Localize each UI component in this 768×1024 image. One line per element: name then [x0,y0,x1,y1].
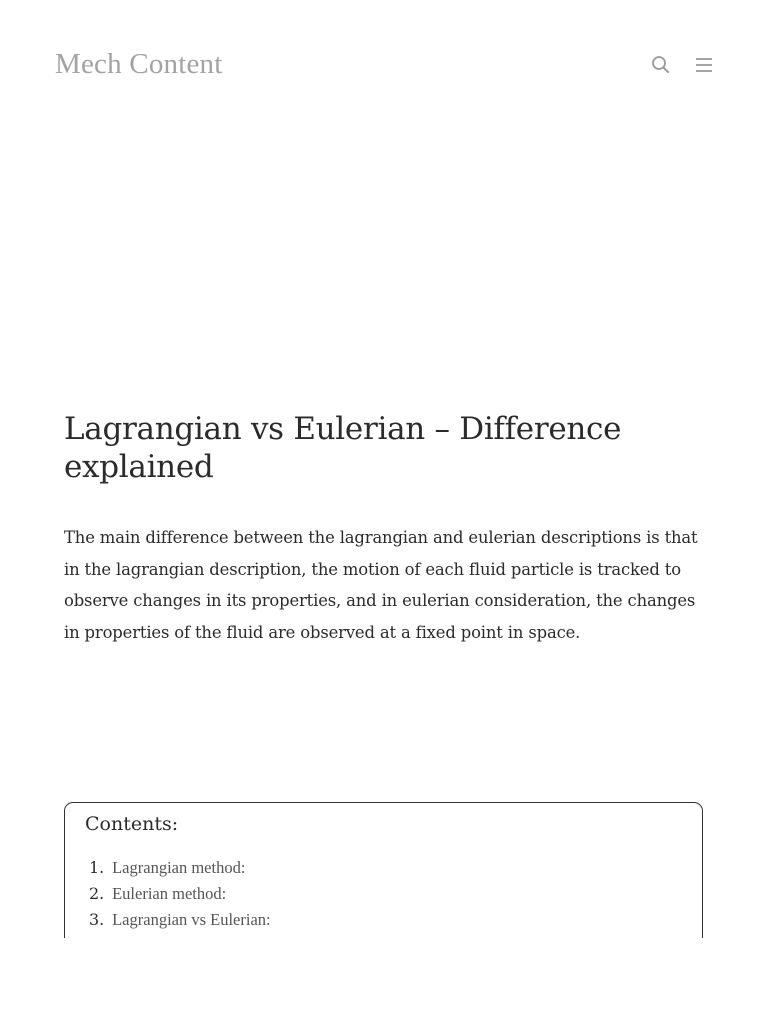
toc-item-number: 3. [89,910,105,929]
toc-item [89,881,271,907]
toc-link-lagrangian-method[interactable]: Lagrangian method: [112,858,246,877]
toc-link-lagrangian-vs-eulerian[interactable]: Lagrangian vs Eulerian: [112,910,271,929]
toc-item [89,907,271,933]
menu-icon[interactable] [693,54,715,76]
search-icon[interactable] [650,54,672,76]
toc-list [89,855,271,933]
article-title: Lagrangian vs Eulerian – Difference explained [64,411,622,485]
article-intro: The main difference between the lagrangian and eulerian descriptions is that in the lagrangian description, the motion of each fluid particle is tracked to observe changes in its properties, and in eulerian consideration, the changes in properties of the fluid are observed at a fixed point in space. [64,528,698,642]
site-header [0,0,768,130]
toc-item-number: 1. [89,858,105,877]
ad-placeholder [0,130,768,400]
page-cutoff [0,938,768,1024]
toc-title: Contents: [85,813,179,835]
site-title-link[interactable]: Mech Content [55,48,223,80]
toc-link-eulerian-method[interactable]: Eulerian method: [112,884,227,903]
toc-item [89,855,271,881]
toc-item-number: 2. [89,884,105,903]
